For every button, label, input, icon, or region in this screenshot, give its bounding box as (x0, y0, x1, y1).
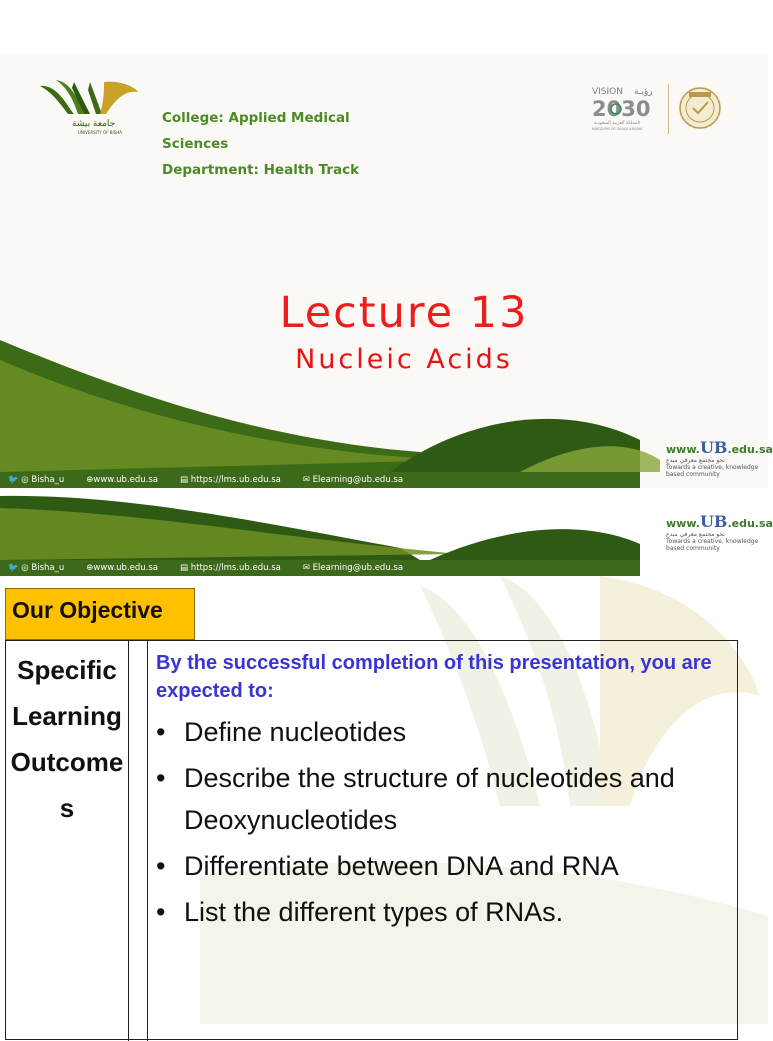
accreditation-seal-icon (678, 86, 722, 130)
twitter-handle-2[interactable]: 🐦 ◎ Bisha_u (8, 563, 65, 573)
lecture-subtitle: Nucleic Acids (295, 344, 513, 375)
footer-contact-bar-2 (0, 560, 640, 576)
title-slide (0, 0, 773, 488)
table-column-divider (128, 641, 129, 1041)
logo-separator (668, 84, 669, 134)
vision-arabic-label: رؤيـة (634, 87, 653, 97)
learning-outcomes-table (5, 640, 738, 1040)
bullet-icon: • (156, 717, 166, 747)
college-line-continued: Sciences (162, 136, 229, 152)
list-item (156, 711, 736, 753)
department-line: Department: Health Track (162, 162, 360, 178)
vision-year: 2030 (592, 97, 651, 121)
table-column-divider (147, 641, 148, 1041)
ub-logo-tagline-2: Towards a creative, knowledge based community (666, 538, 759, 552)
green-wave-decoration (0, 0, 773, 488)
ub-logo-tagline: Towards a creative, knowledge based community (666, 464, 759, 478)
ub-logo-arabic-2: نحو مجتمع معرفي مبدع (666, 531, 725, 538)
vision-caption-en: KINGDOM OF SAUDI ARABIA (592, 127, 643, 131)
website-link-text: www.ub.edu.sa (93, 475, 159, 485)
ub-logo-arabic: نحو مجتمع معرفي مبدع (666, 457, 725, 464)
twitter-handle-text: Bisha_u (31, 475, 65, 485)
email-link-text: Elearning@ub.edu.sa (312, 475, 404, 485)
bullet-icon: • (156, 851, 166, 881)
list-item (156, 757, 736, 841)
university-logo (38, 78, 142, 136)
email-link-2[interactable]: ✉ Elearning@ub.edu.sa (302, 563, 404, 573)
website-link-text-2: www.ub.edu.sa (93, 563, 159, 573)
website-link-2[interactable]: ⊕www.ub.edu.sa (86, 563, 159, 573)
email-link-text-2: Elearning@ub.edu.sa (312, 563, 404, 573)
lecture-title: Lecture 13 (279, 288, 529, 338)
university-logo-arabic: جامعة بيشة (72, 119, 116, 129)
university-logo-english: UNIVERSITY OF BISHA (78, 130, 122, 135)
objectives-slide (0, 576, 768, 1024)
footer-slide (0, 488, 773, 576)
lms-link-2[interactable]: ▤ https://lms.ub.edu.sa (180, 563, 281, 573)
bullet-icon: • (156, 897, 166, 927)
ub-logo-wordmark: www.UB.edu.sa (666, 438, 773, 457)
outcomes-list (156, 711, 736, 933)
list-item-text: List the different types of RNAs. (184, 897, 564, 927)
lms-link[interactable]: ▤ https://lms.ub.edu.sa (180, 475, 281, 485)
vision-caption: المملكة العربية السعودية (594, 121, 641, 126)
website-link[interactable]: ⊕www.ub.edu.sa (86, 475, 159, 485)
twitter-handle-text-2: Bisha_u (31, 563, 65, 573)
objective-label-box: Our Objective (5, 588, 195, 640)
college-line: College: Applied Medical (162, 110, 350, 126)
lms-link-text: https://lms.ub.edu.sa (190, 475, 281, 485)
ub-logo-wordmark-2: www.UB.edu.sa (666, 512, 773, 531)
twitter-handle[interactable]: 🐦 ◎ Bisha_u (8, 475, 65, 485)
college-info (162, 105, 359, 183)
email-link[interactable]: ✉ Elearning@ub.edu.sa (302, 475, 404, 485)
footer-contact-bar (0, 472, 640, 488)
outcomes-content (156, 649, 736, 937)
bullet-icon: • (156, 763, 166, 793)
list-item (156, 845, 736, 887)
list-item (156, 891, 736, 933)
vision-label: VISION (592, 87, 623, 97)
lms-link-text-2: https://lms.ub.edu.sa (190, 563, 281, 573)
ub-logo (666, 438, 773, 478)
list-item-text: Differentiate between DNA and RNA (184, 851, 619, 881)
vision-2030-logo (590, 82, 664, 134)
list-item-text: Define nucleotides (184, 717, 407, 747)
ub-logo-2 (666, 512, 773, 552)
outcomes-intro: By the successful completion of this presentation, you are expected to: (156, 652, 712, 702)
list-item-text: Describe the structure of nucleotides and Deoxynucleotides (184, 763, 675, 835)
specific-learning-outcomes-label: Specific Learning Outcomes (10, 655, 124, 823)
